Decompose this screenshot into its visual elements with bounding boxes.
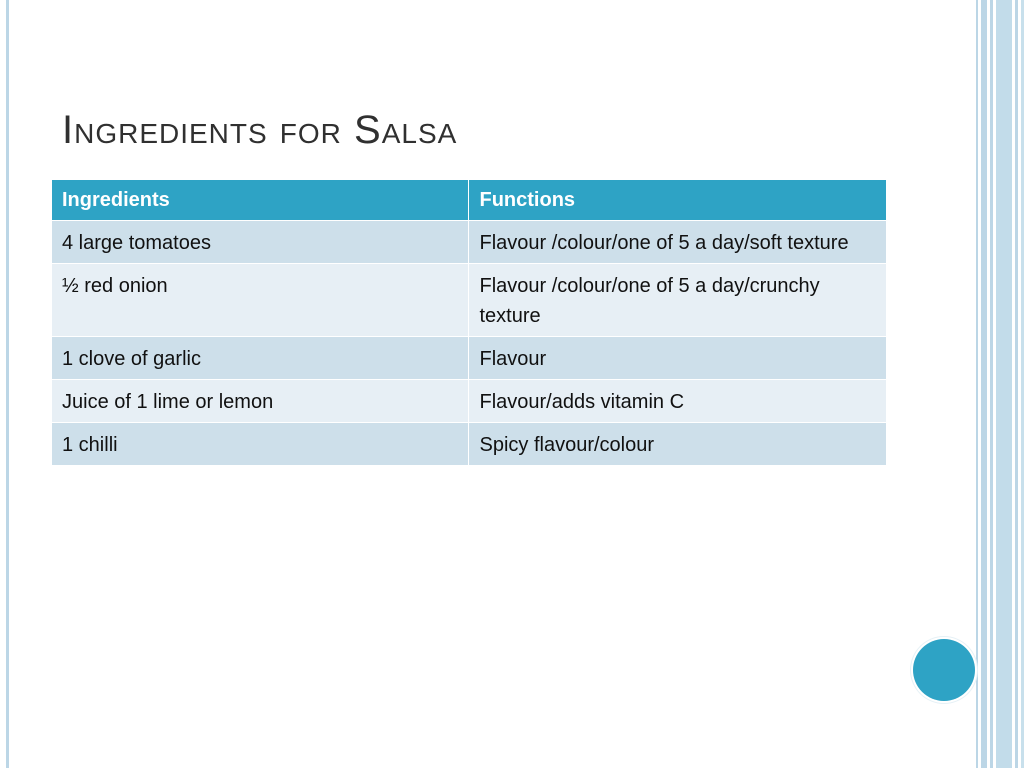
ingredients-table — [51, 179, 887, 466]
function-cell: Flavour/adds vitamin C — [469, 380, 887, 423]
function-cell: Flavour /colour/one of 5 a day/soft texture — [469, 221, 887, 264]
slide-title: Ingredients for Salsa — [62, 108, 458, 152]
ingredient-cell: 1 clove of garlic — [52, 337, 469, 380]
right-decorative-stripe — [1015, 0, 1018, 768]
ingredient-cell: ½ red onion — [52, 264, 469, 337]
table-row — [52, 337, 887, 380]
ingredient-cell: 1 chilli — [52, 423, 469, 466]
function-cell: Flavour /colour/one of 5 a day/crunchy texture — [469, 264, 887, 337]
table-row — [52, 380, 887, 423]
right-decorative-stripe — [996, 0, 1012, 768]
right-decorative-stripe — [990, 0, 993, 768]
left-border-line — [6, 0, 9, 768]
header-ingredients: Ingredients — [52, 180, 469, 221]
right-decorative-stripe — [981, 0, 987, 768]
right-decorative-stripe — [976, 0, 978, 768]
table-header-row — [52, 180, 887, 221]
ingredient-cell: 4 large tomatoes — [52, 221, 469, 264]
table-row — [52, 221, 887, 264]
ingredient-cell: Juice of 1 lime or lemon — [52, 380, 469, 423]
header-functions: Functions — [469, 180, 887, 221]
table-row — [52, 264, 887, 337]
function-cell: Flavour — [469, 337, 887, 380]
table-row — [52, 423, 887, 466]
function-cell: Spicy flavour/colour — [469, 423, 887, 466]
decorative-circle — [913, 639, 975, 701]
